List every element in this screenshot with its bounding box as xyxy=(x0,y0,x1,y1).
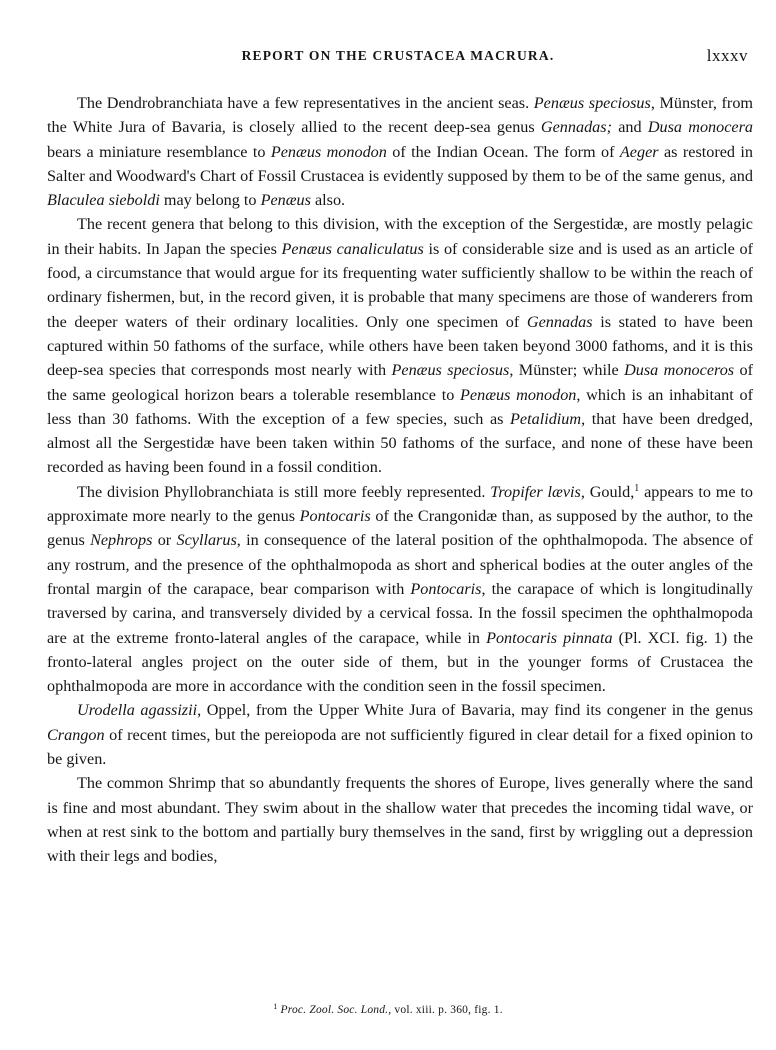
text-run: , Oppel, from the Upper White Jura of Bavaria, may find its congener in the genus xyxy=(197,701,753,720)
paragraph xyxy=(47,91,753,212)
italic-term: Penæus canaliculatus xyxy=(281,239,424,258)
body-text xyxy=(47,91,753,869)
italic-term: Nephrops xyxy=(90,531,153,550)
text-run: as restored in Salter and Woodward's Chart of Fossil Crustacea is evidently supposed by them to be of the same genus, and xyxy=(47,142,753,185)
text-run: is of considerable size and is used as an article of food, a circumstance that would argue for its frequenting water sufficiently shallow to be within the reach of ordinary fishermen, but, in the record given, it is probable that many specimens are those of wanderers from the deeper waters of their ordinary localities. Only one specimen of xyxy=(47,239,753,331)
italic-term: Penæus speciosus xyxy=(533,94,651,112)
text-run: may belong to xyxy=(159,191,261,210)
paragraph xyxy=(47,480,753,699)
text-run: The common Shrimp that so abundantly frequents the shores of Europe, lives generally where the sand is fine and most abundant. They swim about in the shallow water that precedes the incoming tidal wave, or when at rest sink to the bottom and partially bury themselves in the sand, first by wriggling out a depression with their legs and bodies, xyxy=(47,774,753,866)
paragraph xyxy=(47,771,753,868)
text-run: , Münster; while xyxy=(509,361,625,380)
text-run: , Münster, from the White Jura of Bavaria, is closely allied to the recent deep-sea genus xyxy=(47,94,753,137)
italic-term: Aeger xyxy=(619,142,659,161)
text-run: or xyxy=(152,531,177,550)
text-run: , Gould, xyxy=(580,482,635,501)
text-run: also. xyxy=(310,191,346,210)
italic-term: Urodella agassizii xyxy=(77,701,198,720)
italic-term: Crangon xyxy=(47,725,105,744)
italic-term: Dusa monoceros xyxy=(624,361,735,380)
paragraph xyxy=(47,698,753,771)
text-run: , in consequence of the lateral position of the ophthalmopoda. The absence of any rostrum, and the presence of the ophthalmopoda as short and spherical bodies at the outer angles of the frontal margin of the carapace, bear comparison with xyxy=(47,531,754,598)
text-run: of the Indian Ocean. The form of xyxy=(386,142,620,161)
italic-term: Gennadas; xyxy=(540,118,612,137)
text-run: appears to me to approximate more nearly to the genus xyxy=(47,482,754,526)
text-run: , which is an inhabitant of less than 30 fathoms. With the exception of a few species, such as xyxy=(47,385,753,428)
italic-term: Tropifer lævis xyxy=(490,482,581,501)
text-run: The Dendrobranchiata have a few representatives in the ancient seas. xyxy=(77,94,534,112)
italic-term: Penæus speciosus xyxy=(391,361,510,380)
italic-term: Scyllarus xyxy=(176,531,237,550)
text-run: of the same geological horizon bears a tolerable resemblance to xyxy=(47,361,753,404)
text-run: of recent times, but the pereiopoda are not sufficiently figured in clear detail for a fixed opinion to be given. xyxy=(47,725,753,769)
italic-term: Pontocaris xyxy=(299,507,371,526)
footnote-marker: 1 xyxy=(273,1002,278,1011)
footnote xyxy=(0,1004,776,1016)
text-run: , vol. xiii. p. 360, fig. 1. xyxy=(388,1004,503,1016)
running-title: REPORT ON THE CRUSTACEA MACRURA. xyxy=(241,48,555,63)
italic-term: Petalidium xyxy=(510,409,582,428)
page-header xyxy=(48,46,748,68)
page-number: lxxxv xyxy=(706,46,748,65)
text-run: and xyxy=(611,118,648,137)
paragraph xyxy=(47,212,753,479)
italic-term: Gennadas xyxy=(526,312,593,331)
text-run: , the carapace of which is longitudinally traversed by carina, and transversely divided by a cervical fossa. In the fossil specimen the ophthalmopoda are at the extreme fronto-lateral angles of the carapace, while in xyxy=(47,579,753,647)
italic-term: Penæus xyxy=(260,191,311,210)
italic-term: Pontocaris xyxy=(410,579,482,598)
italic-term: Proc. Zool. Soc. Lond. xyxy=(280,1004,389,1016)
text-run: of the Crangonidæ than, as supposed by the author, to the genus xyxy=(47,507,753,550)
italic-term: Pontocaris pinnata xyxy=(486,628,613,647)
italic-term: Penæus monodon xyxy=(460,385,577,404)
italic-term: Penæus monodon xyxy=(270,142,387,161)
text-run: The division Phyllobranchiata is still more feebly represented. xyxy=(77,482,491,501)
text-run: bears a miniature resemblance to xyxy=(47,142,271,161)
italic-term: Blaculea sieboldi xyxy=(47,191,160,210)
text-run: The recent genera that belong to this division, with the exception of the Sergestidæ, are mostly pelagic in their habits. In Japan the species xyxy=(47,215,753,258)
footnote-marker: 1 xyxy=(634,482,640,494)
text-run: (Pl. XCI. fig. 1) the fronto-lateral angles project on the outer side of them, but in the younger forms of Crustacea the ophthalmopoda are more in accordance with the condition seen in the fossil specimen. xyxy=(47,628,754,696)
italic-term: Dusa monocera xyxy=(647,118,753,137)
text-run: is stated to have been captured within 50 fathoms of the surface, while others have been taken beyond 3000 fathoms, and it is this deep-sea species that corresponds most nearly with xyxy=(47,312,753,380)
text-run: , that have been dredged, almost all the Sergestidæ have been taken within 50 fathoms of the surface, and none of these have been recorded as having been found in a fossil condition. xyxy=(47,409,753,477)
